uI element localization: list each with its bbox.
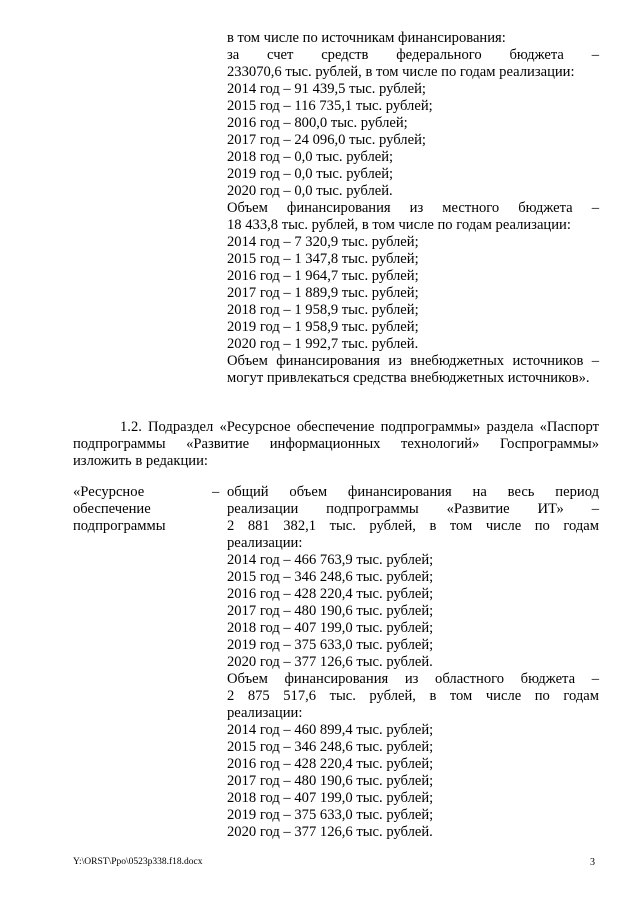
text-line: 2018 год – 0,0 тыс. рублей; (227, 149, 394, 165)
text-line: 233070,6 тыс. рублей, в том числе по годам реализации: (227, 64, 575, 80)
text-line: 2 881 382,1 тыс. рублей, в том числе по годам (227, 518, 599, 534)
text-line: 2018 год – 407 199,0 тыс. рублей; (227, 620, 434, 636)
text-line: 2 875 517,6 тыс. рублей, в том числе по годам (227, 688, 599, 704)
text-line: 2015 год – 346 248,6 тыс. рублей; (227, 569, 434, 585)
label-line: «Ресурсное (73, 484, 145, 500)
text-line: подпрограммы «Развитие информационных технологий» Госпрограммы» (73, 436, 599, 452)
text-line: реализации подпрограммы «Развитие ИТ» – (227, 501, 599, 517)
text-line: 2019 год – 375 633,0 тыс. рублей; (227, 807, 434, 823)
text-line: изложить в редакции: (73, 453, 208, 469)
text-line: в том числе по источникам финансирования: (227, 30, 506, 46)
text-line: 18 433,8 тыс. рублей, в том числе по годам реализации: (227, 217, 571, 233)
text-line: 2018 год – 1 958,9 тыс. рублей; (227, 302, 419, 318)
text-line: реализации: (227, 705, 303, 721)
text-line: 2014 год – 91 439,5 тыс. рублей; (227, 81, 426, 97)
text-line: Объем финансирования из внебюджетных источников – (227, 353, 599, 369)
text-line: за счет средств федерального бюджета – (227, 47, 599, 63)
text-line: 2017 год – 480 190,6 тыс. рублей; (227, 773, 434, 789)
page-number: 3 (590, 857, 595, 868)
text-line: Объем финансирования из местного бюджета – (227, 200, 599, 216)
text-line: 2017 год – 480 190,6 тыс. рублей; (227, 603, 434, 619)
text-line: 2019 год – 0,0 тыс. рублей; (227, 166, 394, 182)
text-line: общий объем финансирования на весь период (227, 484, 599, 500)
text-line: 2019 год – 1 958,9 тыс. рублей; (227, 319, 419, 335)
text-line: 2020 год – 377 126,6 тыс. рублей. (227, 824, 433, 840)
text-line: 2014 год – 466 763,9 тыс. рублей; (227, 552, 434, 568)
text-line: 2016 год – 428 220,4 тыс. рублей; (227, 586, 434, 602)
text-line: 2014 год – 7 320,9 тыс. рублей; (227, 234, 419, 250)
section-label (73, 484, 213, 535)
text-line: 2015 год – 346 248,6 тыс. рублей; (227, 739, 434, 755)
text-line: могут привлекаться средства внебюджетных источников». (227, 370, 590, 386)
footer-file-path: Y:\ORST\Ppo\0523p338.f18.docx (73, 857, 203, 867)
text-line: реализации: (227, 535, 303, 551)
separator-dash: – (212, 484, 220, 500)
resource-provision-block (227, 484, 599, 841)
text-line: 2019 год – 375 633,0 тыс. рублей; (227, 637, 434, 653)
text-line: 2016 год – 1 964,7 тыс. рублей; (227, 268, 419, 284)
text-line: 2017 год – 24 096,0 тыс. рублей; (227, 132, 426, 148)
text-line: 2020 год – 0,0 тыс. рублей. (227, 183, 393, 199)
text-line: 2015 год – 1 347,8 тыс. рублей; (227, 251, 419, 267)
funding-sources-block (227, 30, 599, 387)
text-line: 2020 год – 1 992,7 тыс. рублей. (227, 336, 419, 352)
text-line: 2016 год – 800,0 тыс. рублей; (227, 115, 408, 131)
text-line: 2014 год – 460 899,4 тыс. рублей; (227, 722, 434, 738)
text-line: 2015 год – 116 735,1 тыс. рублей; (227, 98, 433, 114)
text-line: 2017 год – 1 889,9 тыс. рублей; (227, 285, 419, 301)
text-line: 2020 год – 377 126,6 тыс. рублей. (227, 654, 433, 670)
amendment-paragraph (73, 419, 599, 470)
label-line: обеспечение (73, 501, 151, 517)
text-line: 1.2. Подраздел «Ресурсное обеспечение подпрограммы» раздела «Паспорт (120, 419, 599, 435)
label-line: подпрограммы (73, 518, 166, 534)
text-line: Объем финансирования из областного бюджета – (227, 671, 599, 687)
text-line: 2016 год – 428 220,4 тыс. рублей; (227, 756, 434, 772)
text-line: 2018 год – 407 199,0 тыс. рублей; (227, 790, 434, 806)
